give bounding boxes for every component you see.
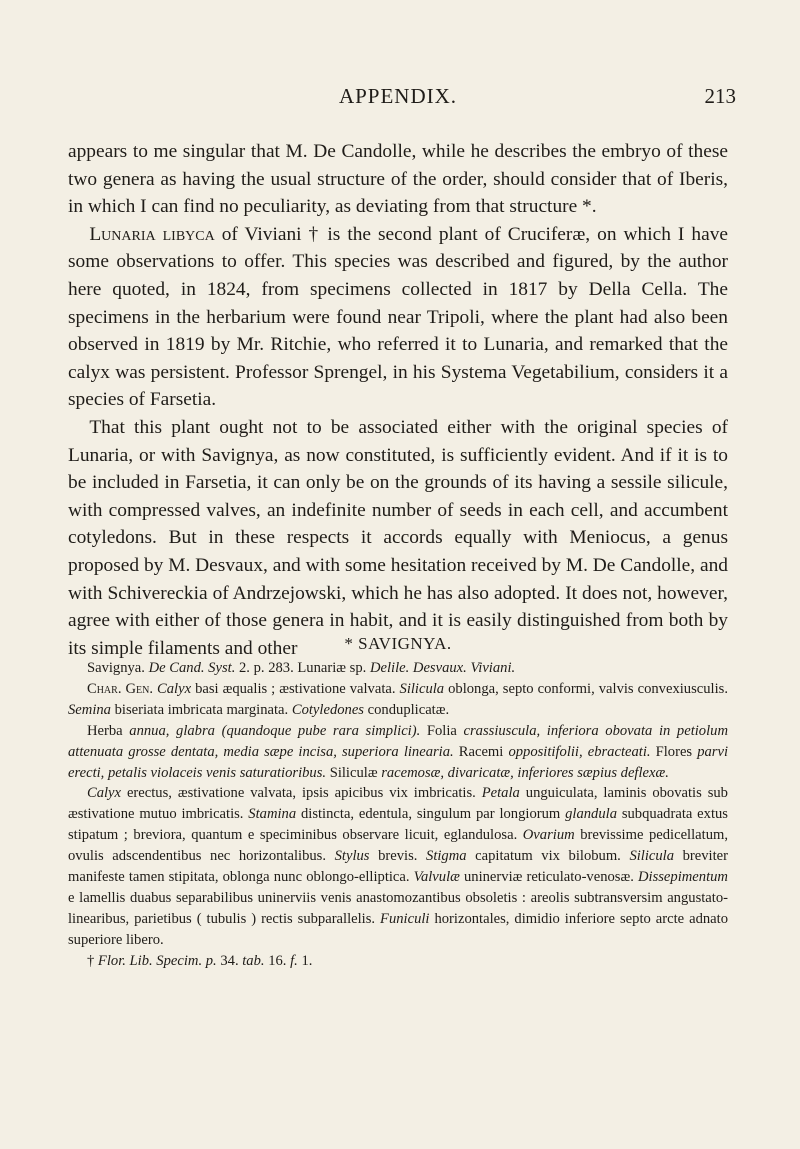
footnote-calyx bbox=[68, 783, 728, 950]
term-calyx: Calyx bbox=[157, 680, 192, 697]
term: Funiculi bbox=[380, 910, 430, 927]
footnote-synonymy bbox=[68, 658, 728, 679]
herba-italic: parvi erecti, petalis violaceis venis saturatioribus. bbox=[68, 743, 728, 781]
running-header bbox=[68, 84, 736, 116]
paragraph-1: appears to me singular that M. De Candolle, while he describes the embryo of these two genera as having the usual structure of the order, should consider that of Iberis, in which I can find no peculiarity, as deviating from that structure *. bbox=[68, 141, 728, 218]
herba-text: Siliculæ bbox=[326, 764, 382, 781]
term: Stigma bbox=[426, 848, 467, 865]
footnote bbox=[68, 658, 728, 972]
paragraph-2-text: of Viviani † is the second plant of Cruciferæ, on which I have some observations to offer. This species was described and figured, by the author here quoted, in 1824, from specimens collected in 1817 by Della Cella. The specimens in the herbarium were found near Tripoli, where the plant had also been observed in 1819 by Mr. Ritchie, who referred it to Lunaria, and remarked that the calyx was persistent. Professor Sprengel, in his Systema Vegetabilium, considers it a species of Farsetia. bbox=[68, 223, 728, 411]
term: Valvulæ bbox=[413, 869, 460, 886]
term: Stamina bbox=[248, 806, 297, 823]
footnote-reference bbox=[68, 951, 728, 972]
calyx-text: brevissime pedicellatum, ovulis adscendentibus nec horizontalibus. bbox=[68, 827, 728, 865]
term: Petala bbox=[481, 785, 520, 802]
herba-italic: crassiuscula, inferiora obovata in petiolum attenuata grosse dentata, media sæpe incisa, superiora linearia. bbox=[68, 722, 728, 760]
calyx-text: erectus, æstivatione valvata, ipsis apicibus vix imbricatis. bbox=[121, 785, 482, 802]
ref-text: 34. bbox=[216, 952, 243, 969]
term-semina: Semina bbox=[68, 701, 111, 718]
char-text: biseriata imbricata marginata. bbox=[110, 701, 292, 718]
syn-citation: De Cand. Syst. bbox=[148, 660, 236, 676]
syn-genus: Savignya. bbox=[86, 660, 145, 676]
paragraph-2 bbox=[68, 221, 728, 414]
herba-italic: racemosæ, divaricatæ, inferiores sæpius deflexæ. bbox=[381, 764, 669, 781]
term-cotyledones: Cotyledones bbox=[291, 701, 364, 718]
char-text: conduplicatæ. bbox=[364, 701, 450, 718]
ref-italic: Flor. Lib. Specim. p. bbox=[97, 952, 217, 969]
herba-text: Folia bbox=[420, 722, 464, 739]
footnote-character bbox=[68, 679, 728, 721]
main-text bbox=[68, 138, 728, 662]
ref-italic: tab. bbox=[242, 952, 265, 969]
footnote-heading: * SAVIGNYA. bbox=[344, 634, 452, 653]
calyx-text: subquadrata extus stipatum ; breviora, quantum e speciminibus observare licuit, eglandulosa. bbox=[68, 806, 728, 844]
ref-italic: f. bbox=[290, 952, 298, 969]
char-text: basi æqualis ; æstivatione valvata. bbox=[191, 680, 400, 697]
term: Ovarium bbox=[522, 827, 575, 844]
term: Dissepimentum bbox=[637, 869, 728, 886]
calyx-text: capitatum vix bilobum. bbox=[466, 848, 630, 865]
herba-italic: oppositifolii, ebracteati. bbox=[508, 743, 651, 760]
ref-text: 1. bbox=[297, 952, 313, 969]
header-title: APPENDIX. bbox=[338, 84, 458, 108]
calyx-text: breviter manifeste tamen stipitata, oblonga nunc oblongo-elliptica. bbox=[68, 848, 729, 886]
dagger-mark: † bbox=[86, 952, 98, 969]
calyx-text: brevis. bbox=[369, 848, 427, 865]
term: glandula bbox=[565, 806, 617, 823]
syn-ref: 2. p. 283. Lunariæ sp. bbox=[239, 660, 367, 676]
herba-text: Racemi bbox=[453, 743, 509, 760]
term: Silicula bbox=[629, 848, 675, 865]
calyx-text: uninerviæ reticulato-venosæ. bbox=[459, 869, 638, 886]
calyx-text: e lamellis duabus separabilibus uninerviis venis anastomozantibus obsoletis : areolis subtransversim angustato-linearibus, parietibus ( tubulis ) rectis subparallelis. bbox=[68, 889, 728, 927]
char-text: oblonga, septo conformi, valvis convexiusculis. bbox=[444, 680, 728, 697]
char-gen-lead: Char. Gen. bbox=[86, 680, 153, 697]
paragraph-3: That this plant ought not to be associated either with the original species of Lunaria, or with Savignya, as now constituted, is sufficiently evident. And if it is to be included in Farsetia, it can only be on the grounds of its having a sessile silicule, with compressed valves, an indefinite number of seeds in each cell, and accumbent cotyledons. But in these respects it accords equally with Meniocus, a genus proposed by M. Desvaux, and with some hesitation received by M. De Candolle, and with Schivereckia of Andrzejowski, which he has also adopted. It does not, however, agree with either of those genera in habit, and it is easily distinguished from both by its simple filaments and other bbox=[68, 416, 728, 659]
lunaria-libyca-lead: Lunaria libyca bbox=[89, 223, 215, 245]
herba-italic: annua, glabra (quandoque pube rara simplici). bbox=[129, 722, 421, 739]
page-number: 213 bbox=[704, 84, 736, 108]
calyx-text: distincta, edentula, singulum par longiorum bbox=[296, 806, 566, 823]
term: Stylus bbox=[334, 848, 370, 865]
herba-text: Flores bbox=[650, 743, 698, 760]
calyx-text: unguiculata, laminis obovatis sub æstivatione mutuo imbricatis. bbox=[68, 785, 728, 823]
footnote-herba bbox=[68, 721, 728, 784]
term-silicula: Silicula bbox=[399, 680, 445, 697]
term: Calyx bbox=[86, 785, 122, 802]
calyx-text: horizontales, dimidio inferiore septo arcte adnato superiore libero. bbox=[68, 910, 728, 948]
ref-text: 16. bbox=[264, 952, 291, 969]
herba-text: Herba bbox=[86, 722, 130, 739]
syn-authors: Delile. Desvaux. Viviani. bbox=[369, 660, 516, 676]
